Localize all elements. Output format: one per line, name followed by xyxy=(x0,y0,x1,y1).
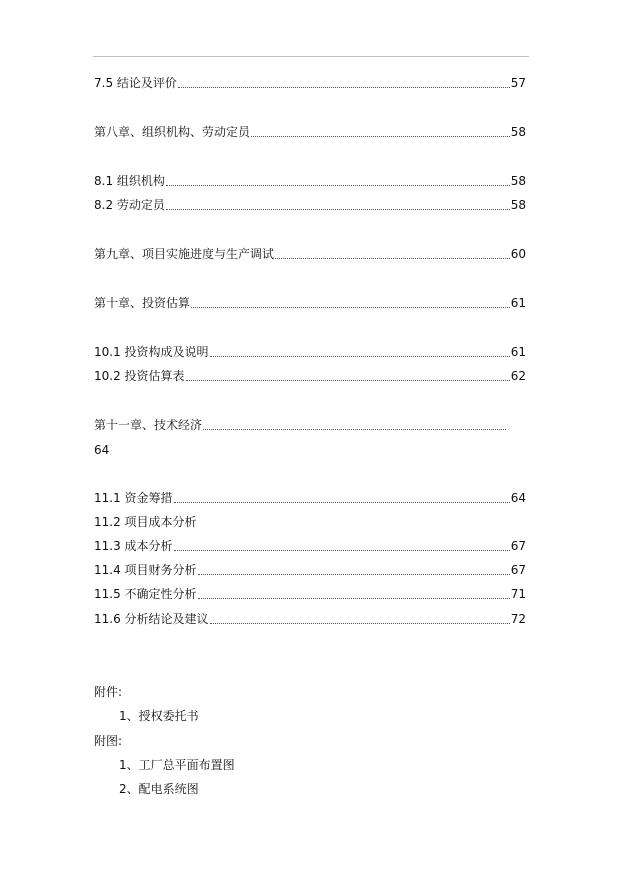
toc-entry-page: 72 xyxy=(510,612,526,626)
toc-leader-dots xyxy=(191,307,510,308)
toc-entry-11-5[interactable] xyxy=(94,583,526,601)
toc-entry-11-6[interactable] xyxy=(94,608,526,626)
toc-entry-10-1[interactable] xyxy=(94,341,526,359)
appendix-item-1: 1、授权委托书 xyxy=(119,709,199,723)
toc-entry-label: 7.5 结论及评价 xyxy=(94,76,177,90)
toc-entry-8-1[interactable] xyxy=(94,170,526,188)
toc-leader-dots xyxy=(210,356,510,357)
toc-leader-dots xyxy=(210,623,510,624)
toc-leader-dots xyxy=(174,550,510,551)
appendix-title: 附件: xyxy=(94,685,123,699)
toc-entry-page: 58 xyxy=(510,198,526,212)
toc-entry-label: 11.1 资金筹措 xyxy=(94,491,173,505)
toc-entry-page: 71 xyxy=(510,587,526,601)
toc-chapter-11-page-number: 64 xyxy=(94,443,110,457)
toc-leader-dots xyxy=(178,87,510,88)
toc-entry-label: 11.5 不确定性分析 xyxy=(94,587,197,601)
toc-entry-label: 10.1 投资构成及说明 xyxy=(94,345,209,359)
toc-entry-page: 61 xyxy=(510,345,526,359)
toc-entry-page: 64 xyxy=(510,491,526,505)
toc-entry-label: 11.3 成本分析 xyxy=(94,539,173,553)
toc-leader-dots xyxy=(166,185,510,186)
toc-entry-page: 58 xyxy=(510,125,526,139)
toc-entry-11-3[interactable] xyxy=(94,535,526,553)
toc-leader-dots xyxy=(186,380,510,381)
toc-leader-dots xyxy=(198,574,510,575)
toc-entry-label: 第八章、组织机构、劳动定员 xyxy=(94,125,251,139)
toc-entry-11-4[interactable] xyxy=(94,559,526,577)
drawings-title: 附图: xyxy=(94,734,123,748)
toc-entry-page: 62 xyxy=(510,369,526,383)
toc-entry-page: 58 xyxy=(510,174,526,188)
toc-entry-page: 67 xyxy=(510,563,526,577)
toc-leader-dots xyxy=(174,502,510,503)
toc-leader-dots xyxy=(275,258,510,259)
toc-entry-label: 8.1 组织机构 xyxy=(94,174,165,188)
toc-entry-label: 第十章、投资估算 xyxy=(94,296,191,310)
toc-leader-dots xyxy=(251,136,510,137)
toc-entry-page: 57 xyxy=(510,76,526,90)
drawings-item-2: 2、配电系统图 xyxy=(119,782,199,796)
toc-entry-10-2[interactable] xyxy=(94,365,526,383)
toc-entry-7-5[interactable] xyxy=(94,72,526,90)
header-rule xyxy=(93,56,529,57)
toc-entry-page: 61 xyxy=(510,296,526,310)
toc-entry-page: 60 xyxy=(510,247,526,261)
toc-leader-dots xyxy=(166,209,510,210)
toc-entry-8-2[interactable] xyxy=(94,194,526,212)
drawings-item-1: 1、工厂总平面布置图 xyxy=(119,758,235,772)
toc-entry-label: 第十一章、技术经济 xyxy=(94,418,203,432)
toc-entry-label: 11.4 项目财务分析 xyxy=(94,563,197,577)
toc-leader-dots xyxy=(203,429,506,430)
toc-entry-11-1[interactable] xyxy=(94,487,526,505)
toc-entry-label: 第九章、项目实施进度与生产调试 xyxy=(94,247,275,261)
toc-entry-chapter-8[interactable] xyxy=(94,121,526,139)
toc-entry-page: 67 xyxy=(510,539,526,553)
toc-entry-label: 8.2 劳动定员 xyxy=(94,198,165,212)
toc-entry-label: 11.6 分析结论及建议 xyxy=(94,612,209,626)
toc-entry-chapter-10[interactable] xyxy=(94,292,526,310)
toc-entry-label: 10.2 投资估算表 xyxy=(94,369,185,383)
toc-leader-dots xyxy=(198,598,510,599)
toc-entry-chapter-9[interactable] xyxy=(94,243,526,261)
toc-entry-11-2[interactable]: 11.2 项目成本分析 xyxy=(94,515,197,529)
toc-entry-chapter-11[interactable] xyxy=(94,414,526,432)
